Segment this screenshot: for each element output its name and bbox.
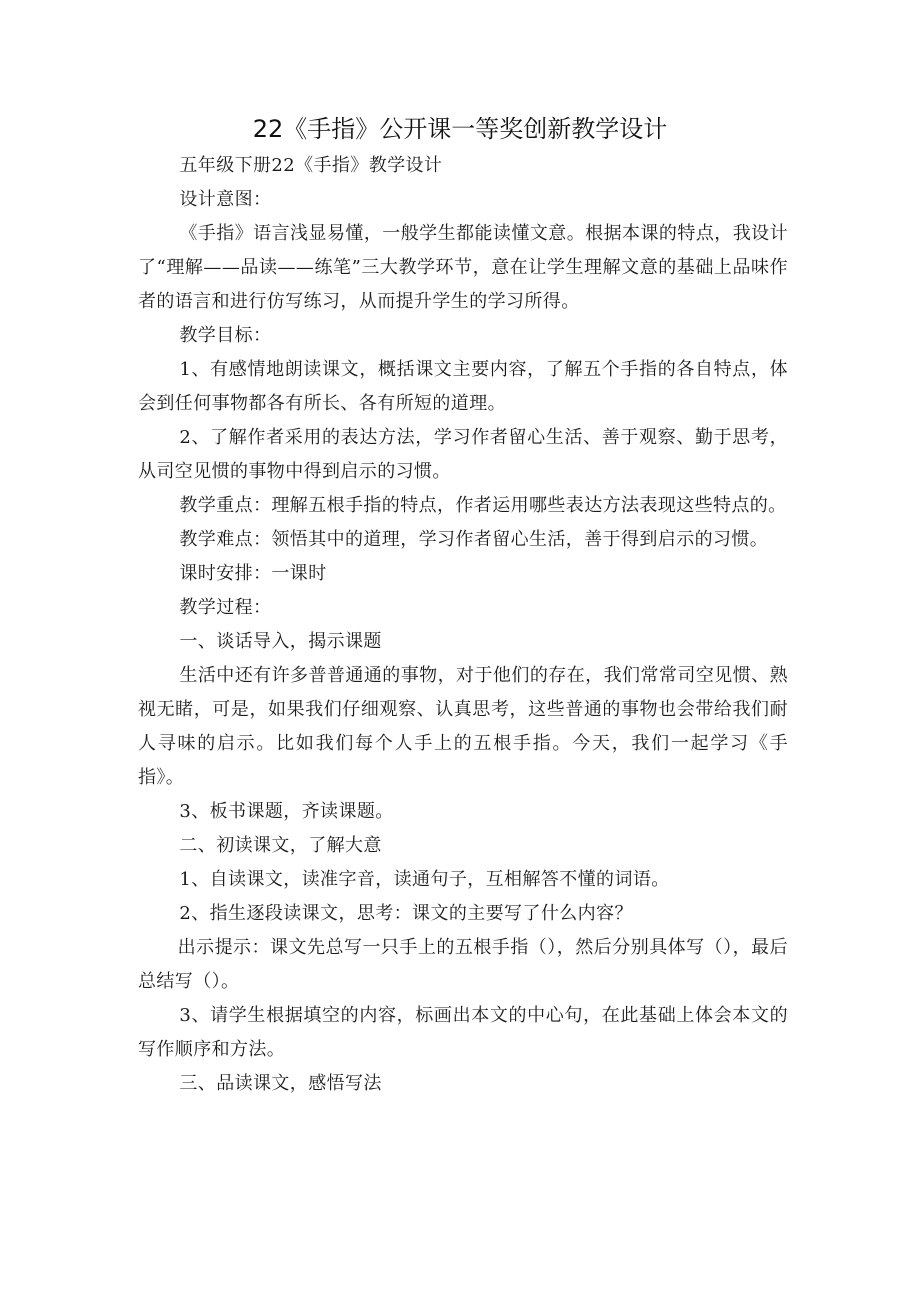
- goal-1-paragraph: 1、有感情地朗读课文，概括课文主要内容，了解五个手指的各自特点，体会到任何事物都各有所长、各有所短的道理。: [138, 359, 788, 414]
- key-point-paragraph: 教学重点：理解五根手指的特点，作者运用哪些表达方法表现这些特点的。: [179, 495, 787, 516]
- document-body: [138, 149, 788, 1101]
- goal-2-paragraph: 2、了解作者采用的表达方法，学习作者留心生活、善于观察、勤于思考，从司空见惯的事物中得到启示的习惯。: [138, 427, 788, 482]
- schedule-paragraph: 课时安排：一课时: [179, 563, 327, 584]
- difficulty-paragraph: 教学难点：领悟其中的道理，学习作者留心生活，善于得到启示的习惯。: [179, 529, 769, 550]
- step-paragraph: 3、板书课题，齐读课题。: [179, 801, 394, 822]
- step-paragraph: 2、指生逐段读课文，思考：课文的主要写了什么内容？: [179, 903, 633, 924]
- section-1-heading: 一、谈话导入，揭示课题: [179, 631, 382, 652]
- subtitle-paragraph: 五年级下册22《手指》教学设计: [179, 155, 443, 176]
- step-paragraph: 3、请学生根据填空的内容，标画出本文的中心句，在此基础上体会本文的写作顺序和方法。: [138, 1005, 788, 1060]
- teaching-goals-heading: 教学目标：: [179, 325, 272, 346]
- section-2-heading: 二、初读课文，了解大意: [179, 835, 382, 856]
- step-paragraph: 1、自读课文，读准字音，读通句子，互相解答不懂的词语。: [179, 869, 670, 890]
- intro-paragraph: 生活中还有许多普普通通的事物，对于他们的存在，我们常常司空见惯、熟视无睹，可是，如果我们仔细观察、认真思考，这些普通的事物也会带给我们耐人寻味的启示。比如我们每个人手上的五根手指。今天，我们一起学习《手指》。: [138, 665, 788, 788]
- section-3-heading: 三、品读课文，感悟写法: [179, 1073, 382, 1094]
- document-title: 22《手指》公开课一等奖创新教学设计: [252, 115, 668, 143]
- process-heading: 教学过程：: [179, 597, 272, 618]
- design-intent-paragraph: 《手指》语言浅显易懂，一般学生都能读懂文意。根据本课的特点，我设计了“理解——品读——练笔”三大教学环节，意在让学生理解文意的基础上品味作者的语言和进行仿写练习，从而提升学生的学习所得。: [138, 223, 788, 312]
- design-intent-heading: 设计意图：: [179, 189, 272, 210]
- prompt-paragraph: 出示提示：课文先总写一只手上的五根手指（），然后分别具体写（），最后总结写（）。: [138, 937, 788, 992]
